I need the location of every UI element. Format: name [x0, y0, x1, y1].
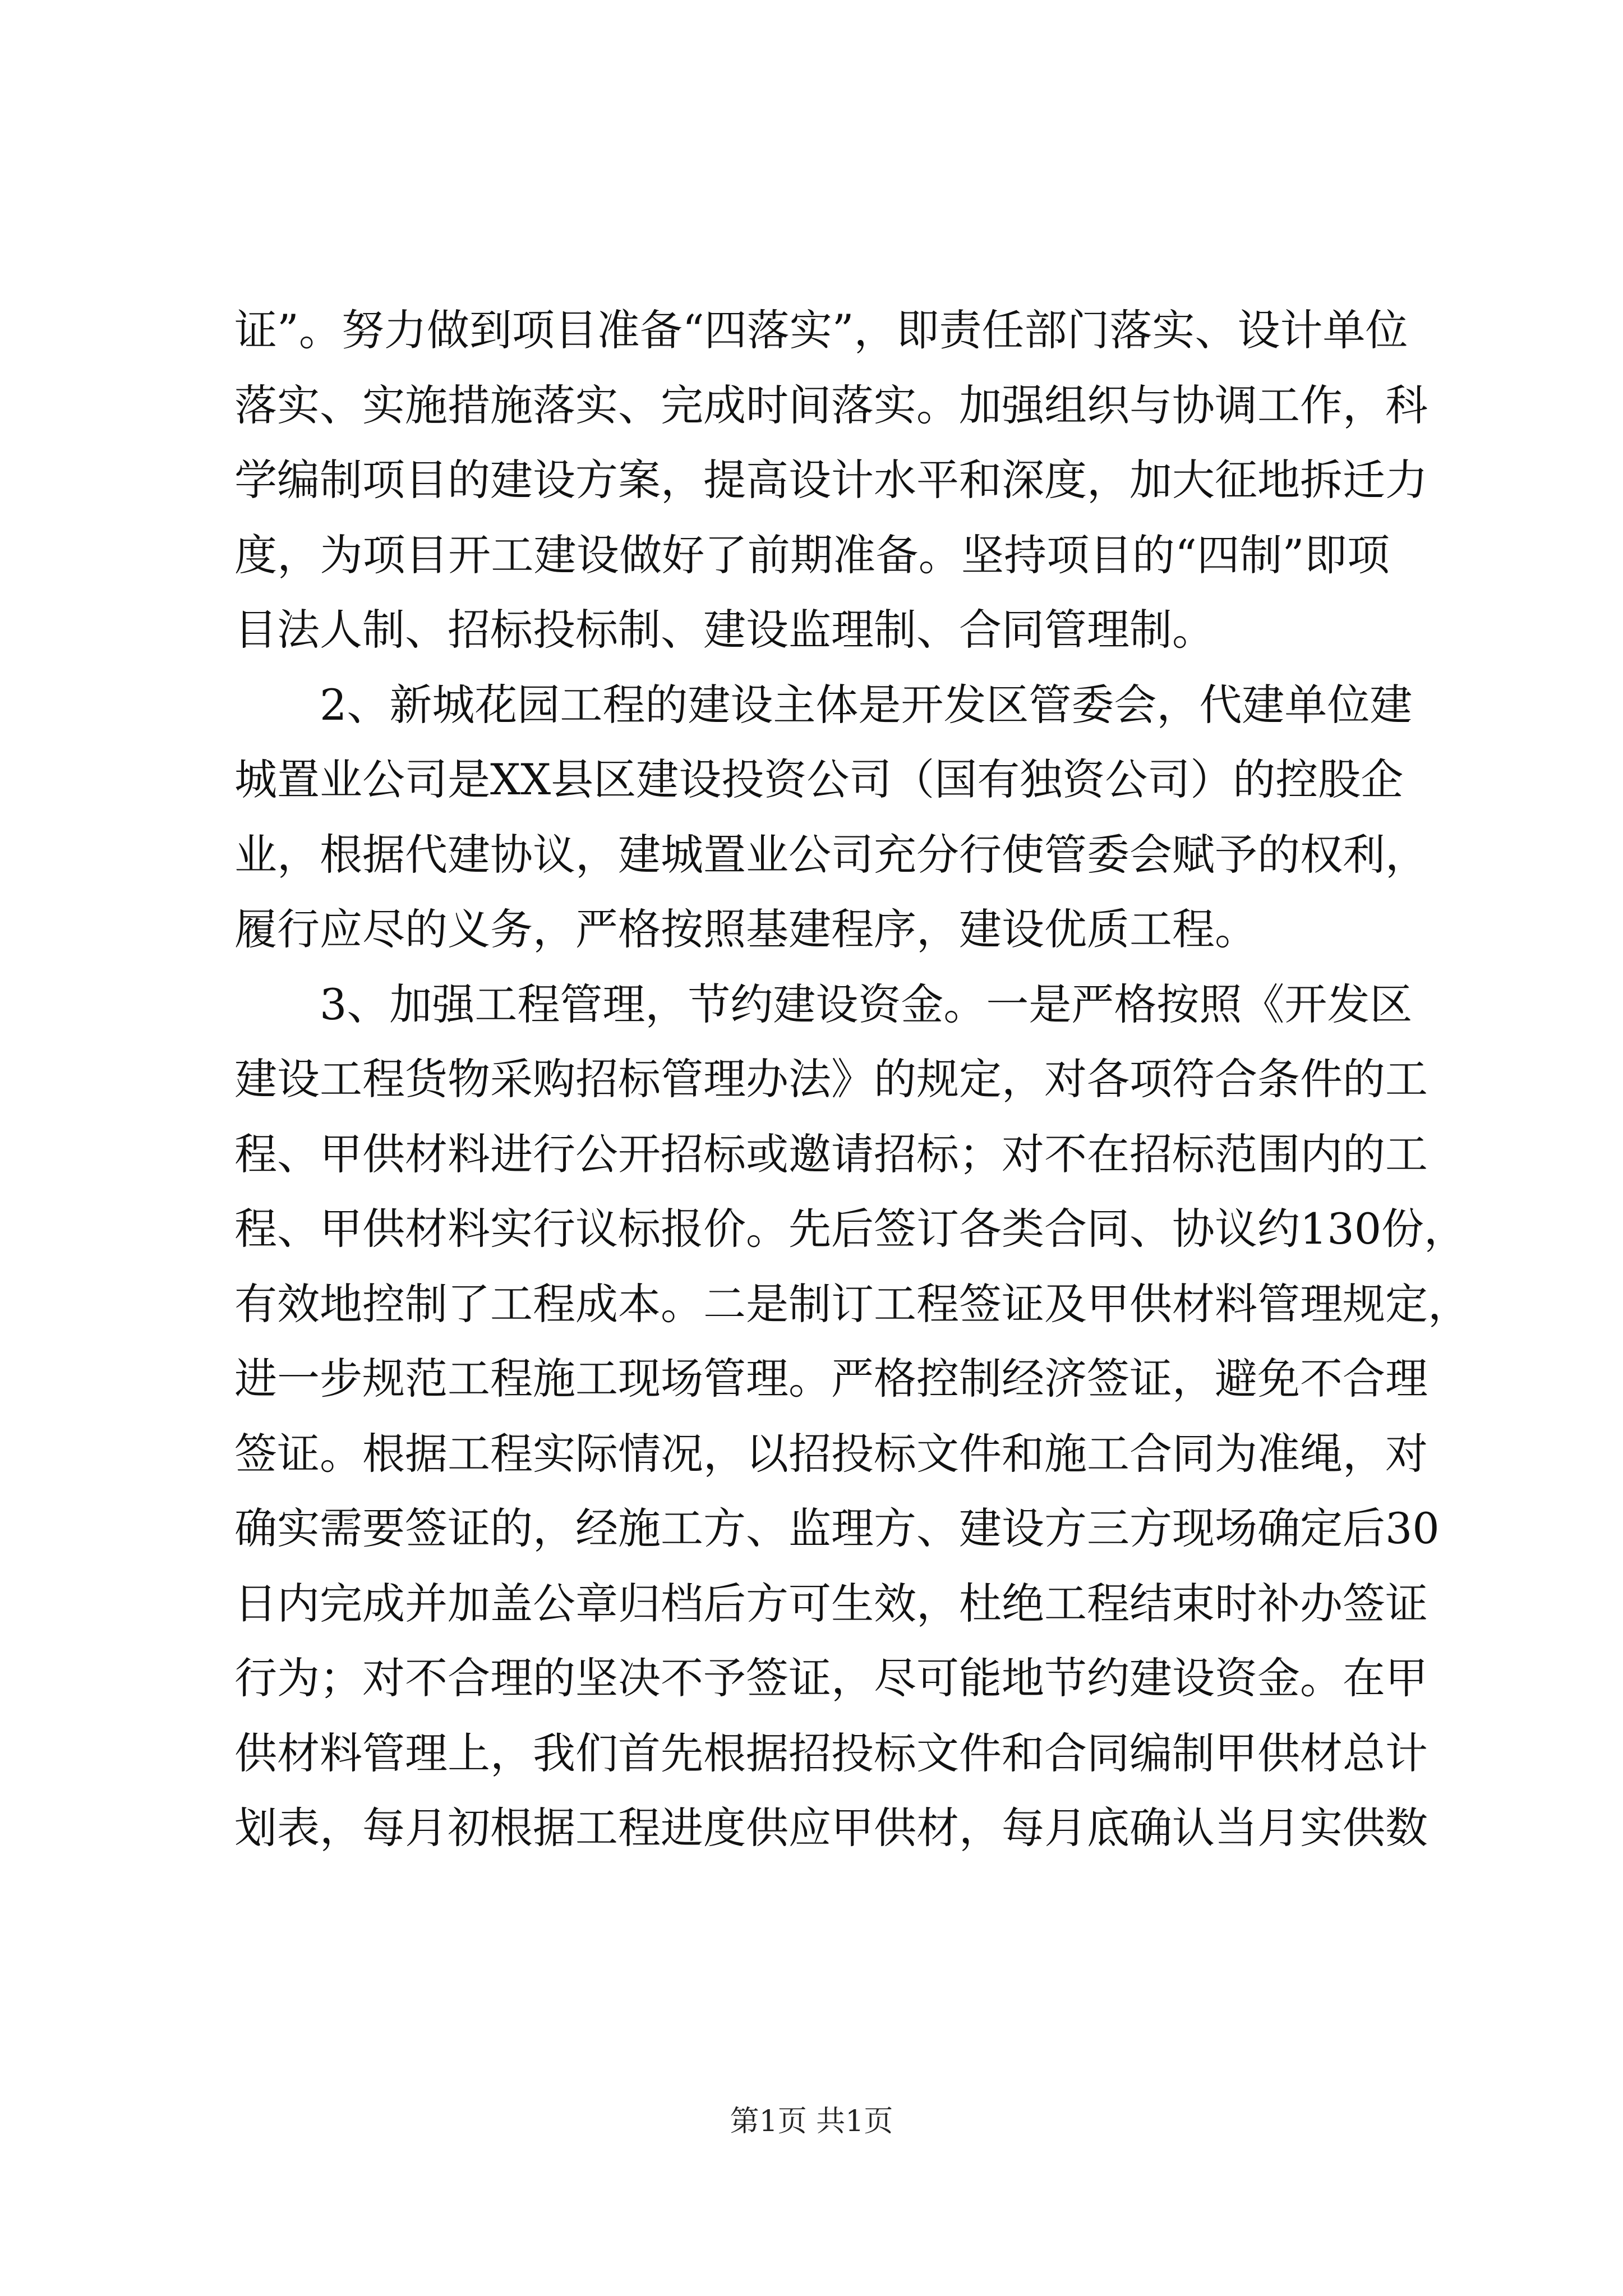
text-line: 目法人制、招标投标制、建设监理制、合同管理制。: [234, 605, 1215, 655]
text-line: 签证。根据工程实际情况，以招投标文件和施工合同为准绳，对: [234, 1428, 1428, 1479]
text-line: 落实、实施措施落实、完成时间落实。加强组织与协调工作，科: [234, 380, 1428, 430]
text-line: 供材料管理上，我们首先根据招投标文件和合同编制甲供材总计: [234, 1728, 1428, 1778]
text-line: 日内完成并加盖公章归档后方可生效，杜绝工程结束时补办签证: [234, 1578, 1428, 1628]
text-line: 有效地控制了工程成本。二是制订工程签证及甲供材料管理规定，: [234, 1278, 1470, 1329]
paragraph-3-start: 3、加强工程管理，节约建设资金。一是严格按照《开发区: [320, 979, 1413, 1029]
page-number-footer: 第1页 共1页: [730, 2105, 893, 2138]
text-line: 学编制项目的建设方案，提高设计水平和深度，加大征地拆迁力: [234, 455, 1428, 505]
text-line: 业，根据代建协议，建城置业公司充分行使管委会赋予的权利，: [234, 829, 1428, 880]
text-line: 进一步规范工程施工现场管理。严格控制经济签证，避免不合理: [234, 1354, 1428, 1404]
body-text: [234, 293, 1470, 1866]
text-line: 城置业公司是XX县区建设投资公司（国有独资公司）的控股企: [234, 754, 1404, 804]
text-line: 划表，每月初根据工程进度供应甲供材，每月底确认当月实供数: [234, 1803, 1428, 1853]
paragraph-2-start: 2、新城花园工程的建设主体是开发区管委会，代建单位建: [320, 679, 1413, 730]
text-line: 度，为项目开工建设做好了前期准备。坚持项目的“四制”即项: [234, 530, 1390, 580]
text-line: 证”。努力做到项目准备“四落实”，即责任部门落实、设计单位: [234, 305, 1408, 355]
text-line: 程、甲供材料实行议标报价。先后签订各类合同、协议约130份，: [234, 1204, 1467, 1254]
text-line: 履行应尽的义务，严格按照基建程序，建设优质工程。: [234, 904, 1257, 954]
text-line: 行为；对不合理的坚决不予签证，尽可能地节约建设资金。在甲: [234, 1653, 1428, 1703]
text-line: 建设工程货物采购招标管理办法》的规定，对各项符合条件的工: [234, 1054, 1428, 1104]
text-line: 确实需要签证的，经施工方、监理方、建设方三方现场确定后30: [234, 1503, 1440, 1553]
text-line: 程、甲供材料进行公开招标或邀请招标；对不在招标范围内的工: [234, 1129, 1428, 1179]
